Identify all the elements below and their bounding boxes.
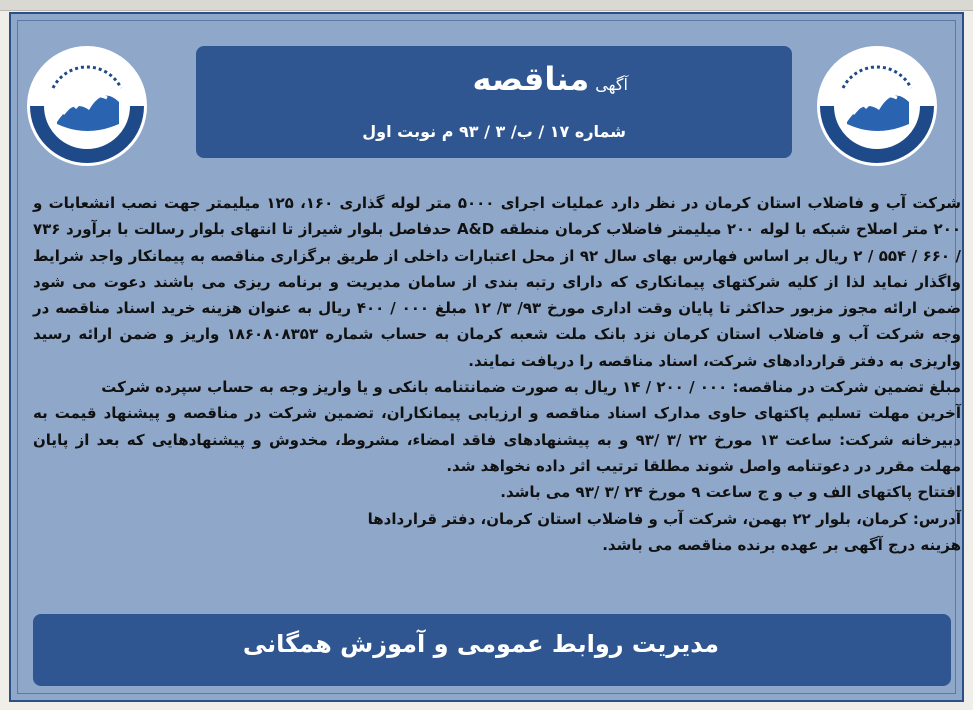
body-paragraph-deadline: آخرین مهلت تسلیم پاکتهای حاوی مدارک اسناد مناقصه و ارزیابی پیمانکاران، تضمین شرکت در مناقصه و پیشنهاد قیمت به دبیرخانه شرکت: ساعت ۱۳ مورخ ۲۲ /۳ /۹۳ و به پیشنهادهای فاقد امضاء، مشروط، مخدوش و پیشنهادهایی که بعد از پایان مهلت مقرر در دعوتنامه واصل شوند مطلقا ترتیب اثر داده نخواهد شد. <box>33 404 961 475</box>
title-row <box>472 60 628 98</box>
company-logo-left-icon <box>23 42 151 170</box>
body-paragraph-address: آدرس: کرمان، بلوار ۲۲ بهمن، شرکت آب و فاضلاب استان کرمان، دفتر قراردادها <box>367 509 961 528</box>
body-paragraph-main: شرکت آب و فاضلاب استان کرمان در نظر دارد عملیات اجرای ۵۰۰۰ متر لوله گذاری ۱۶۰، ۱۲۵ میلیمتر جهت نصب انشعابات و ۲۰۰ متر اصلاح شبکه با لوله ۲۰۰ میلیمتر فاضلاب کرمان منطقه A&D حدفاصل بلوار شیراز تا انتهای بلوار رسالت با برآورد ۷۳۶ / ۶۶۰ / ۵۵۴ / ۲ ریال بر اساس فهارس بهای سال ۹۲ از محل اعتبارات داخلی از طریق برگزاری مناقصه به پیمانکار واجد شرایط واگذار نماید لذا از کلیه شرکتهای پیمانکاری که دارای رتبه بندی از سامان مدیریت و برنامه ریزی می باشند دعوت می شود ضمن ارائه مجوز مزبور حداکثر تا پایان وقت اداری مورخ ۹۳/ ۳/ ۱۲ مبلغ ۰۰۰ / ۴۰۰ ریال به عنوان هزینه خرید اسناد مناقصه در وجه شرکت آب و فاضلاب استان کرمان نزد بانک ملت شعبه کرمان به حساب شماره ۱۸۶۰۸۰۸۳۵۳ واریز و ضمن ارائه رسید واریزی به دفتر قراردادهای شرکت، اسناد مناقصه را دریافت نمایند. <box>33 194 962 370</box>
footer-band <box>33 614 951 686</box>
body-paragraph-fee: هزینه درج آگهی بر عهده برنده مناقصه می باشد. <box>602 535 961 554</box>
footer-department: مدیریت روابط عمومی و آموزش همگانی <box>242 630 719 658</box>
tender-notice-panel <box>9 12 964 702</box>
notice-label: آگهی <box>595 75 628 94</box>
notice-body <box>33 190 961 558</box>
body-paragraph-opening: افتتاح پاکتهای الف و ب و ج ساعت ۹ مورخ ۲۴ /۳ /۹۳ می باشد. <box>500 483 961 502</box>
body-paragraph-guarantee: مبلغ تضمین شرکت در مناقصه: ۰۰۰ / ۲۰۰ / ۱۴ ریال به صورت ضمانتنامه بانکی و یا واریز وجه به حساب سپرده شرکت <box>101 378 961 397</box>
notice-number: شماره ۱۷ / ب/ ۳ / ۹۳ م نوبت اول <box>362 122 626 141</box>
company-logo-right-icon <box>813 42 941 170</box>
header-band <box>196 46 792 158</box>
newspaper-top-strip <box>0 0 973 11</box>
notice-title: مناقصه <box>472 60 590 98</box>
